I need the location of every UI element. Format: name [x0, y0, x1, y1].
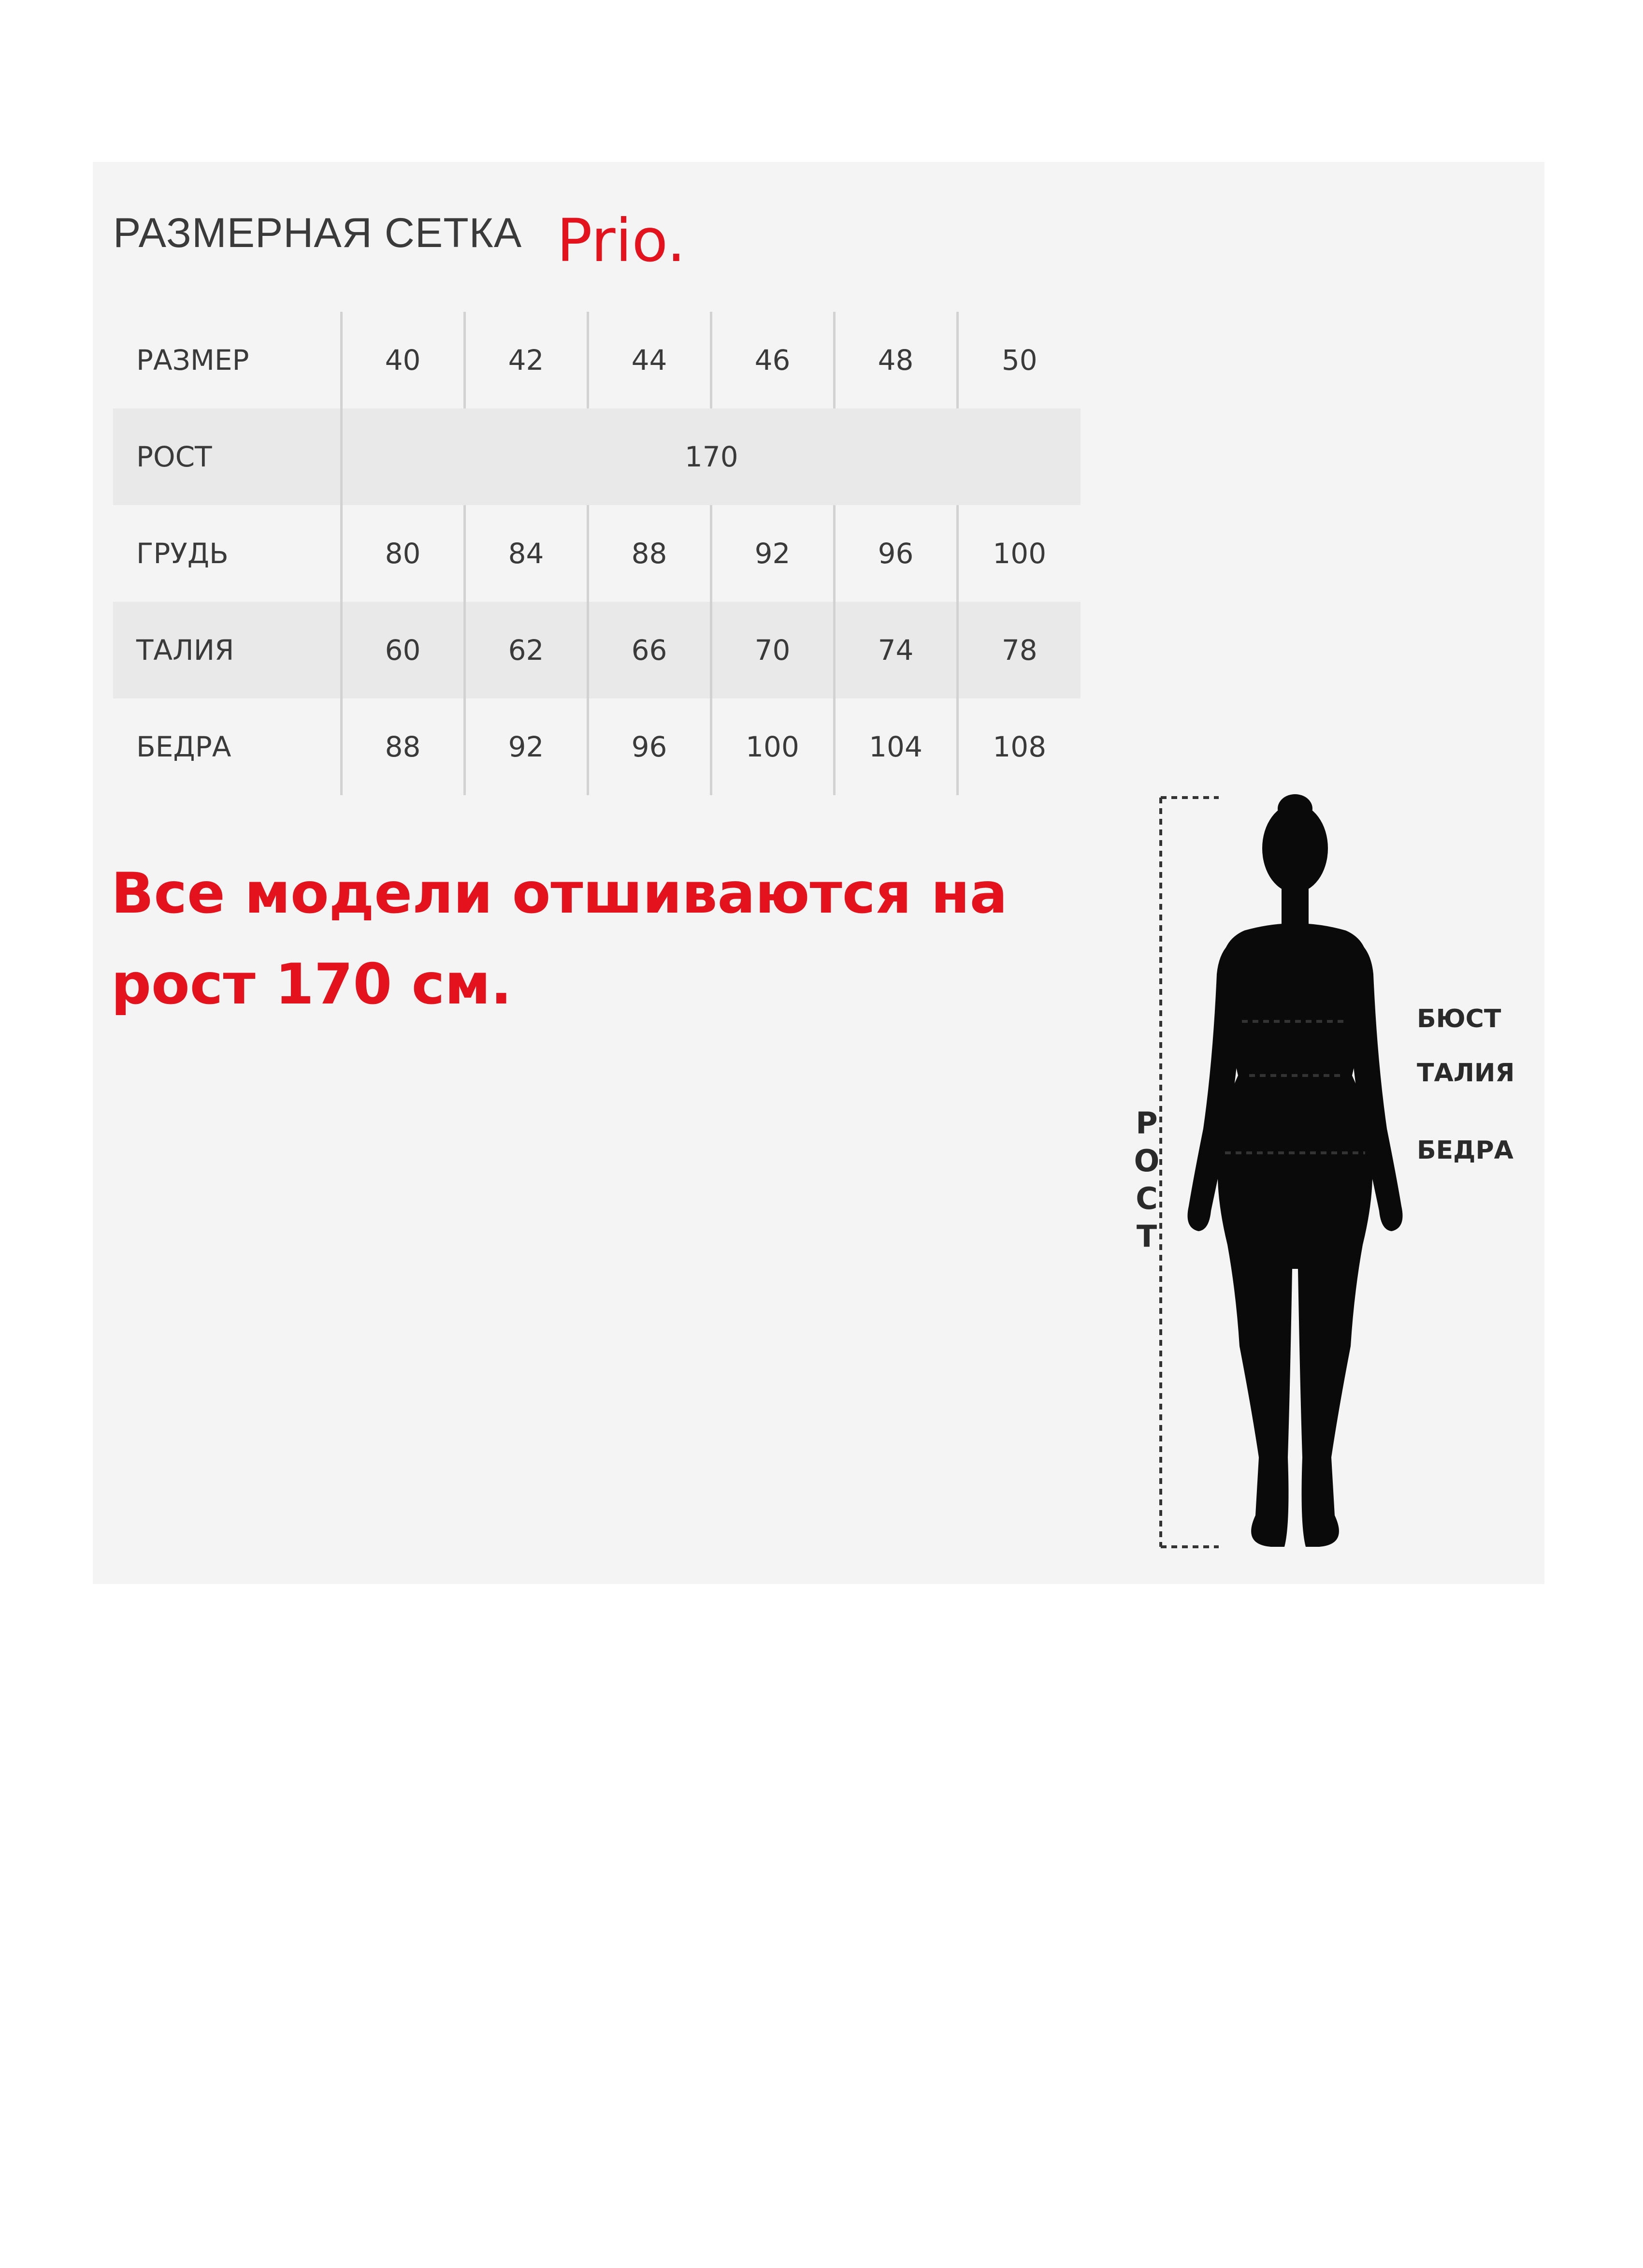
height-note	[111, 848, 1078, 1030]
note-line-2: рост 170 см.	[111, 952, 512, 1017]
table-cell: 108	[957, 698, 1081, 795]
note-line-1: Все модели отшиваются на	[111, 861, 1008, 926]
height-letter: Р	[1136, 1105, 1158, 1141]
table-cell: 40	[341, 312, 464, 408]
row-label: ТАЛИЯ	[113, 602, 341, 698]
row-label: РАЗМЕР	[136, 344, 249, 377]
table-cell: 100	[711, 698, 834, 795]
table-cell: 50	[957, 312, 1081, 408]
table-row-hips	[113, 698, 1081, 795]
row-label: РОСТ	[113, 408, 341, 505]
brand-logo-text: Prio.	[557, 206, 686, 275]
table-cell: 44	[588, 312, 711, 408]
size-table	[113, 312, 1081, 795]
table-cell: 70	[711, 602, 834, 698]
table-cell: 100	[957, 505, 1081, 602]
table-cell: 42	[464, 312, 588, 408]
female-silhouette-icon	[1188, 794, 1403, 1547]
table-row-size	[113, 312, 1081, 408]
table-cell: 60	[341, 602, 464, 698]
hips-label: БЕДРА	[1417, 1136, 1513, 1165]
waist-label: ТАЛИЯ	[1417, 1059, 1515, 1088]
table-cell: 88	[341, 698, 464, 795]
table-cell: 104	[834, 698, 957, 795]
table-cell: 78	[957, 602, 1081, 698]
table-row-chest	[113, 505, 1081, 602]
table-cell: 88	[588, 505, 711, 602]
table-cell-span: 170	[341, 408, 1081, 505]
table-cell: 96	[834, 505, 957, 602]
page-title: РАЗМЕРНАЯ СЕТКА	[113, 210, 522, 256]
bust-label: БЮСТ	[1417, 1004, 1501, 1033]
table-row-height	[113, 408, 1081, 505]
height-letter: С	[1136, 1181, 1158, 1216]
table-cell: 80	[341, 505, 464, 602]
table-cell: 92	[464, 698, 588, 795]
height-vertical-label	[1134, 1105, 1160, 1254]
table-cell: 48	[834, 312, 957, 408]
table-cell: 62	[464, 602, 588, 698]
table-cell: 96	[588, 698, 711, 795]
row-label: ГРУДЬ	[136, 537, 229, 570]
height-letter: О	[1134, 1143, 1160, 1178]
row-label: БЕДРА	[136, 730, 231, 763]
table-cell: 46	[711, 312, 834, 408]
table-cell: 66	[588, 602, 711, 698]
table-cell: 84	[464, 505, 588, 602]
table-cell: 74	[834, 602, 957, 698]
body-measurement-figure	[1029, 626, 1542, 1573]
height-letter: Т	[1136, 1219, 1157, 1254]
table-cell: 92	[711, 505, 834, 602]
table-row-waist	[113, 602, 1081, 698]
